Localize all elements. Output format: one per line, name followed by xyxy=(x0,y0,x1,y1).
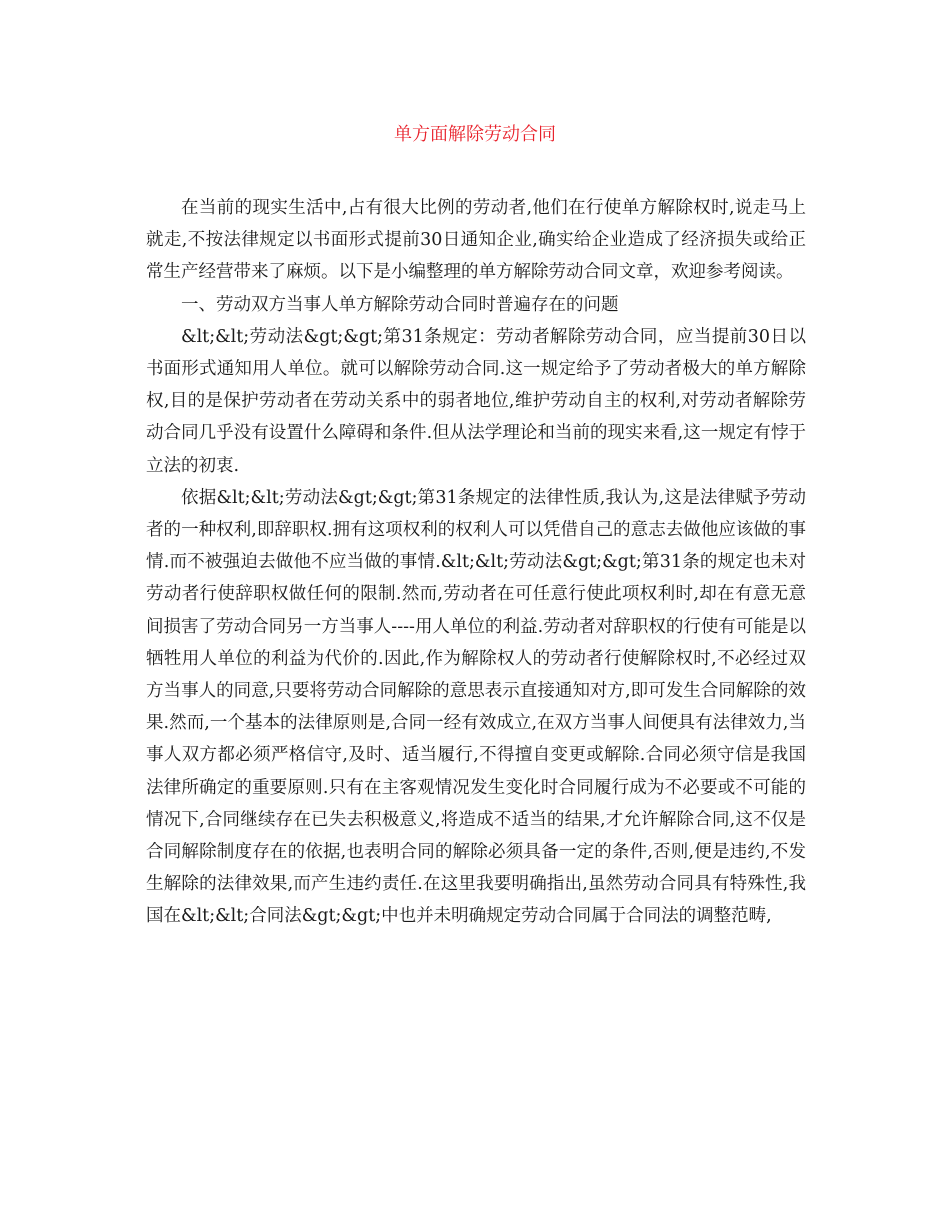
paragraph-article-31: &lt;&lt;劳动法&gt;&gt;第31条规定：劳动者解除劳动合同，应当提前30日以书面形式通知用人单位。就可以解除劳动合同.这一规定给予了劳动者极大的单方解除权,目的是保护劳动者在劳动关系中的弱者地位,维护劳动自主的权利,对劳动者解除劳动合同几乎没有设置什么障碍和条件.但从法学理论和当前的现实来看,这一规定有悖于立法的初衷. xyxy=(146,326,806,476)
section-heading: 一、劳动双方当事人单方解除劳动合同时普遍存在的问题 xyxy=(181,294,619,315)
document-title: 单方面解除劳动合同 xyxy=(394,124,556,145)
paragraph-analysis: 依据&lt;&lt;劳动法&gt;&gt;第31条规定的法律性质,我认为,这是法律赋予劳动者的一种权利,即辞职权.拥有这项权利的权利人可以凭借自己的意志去做他应该做的事情.而不被强迫去做他不应当做的事情.&lt;&lt;劳动法&gt;&gt;第31条的规定也未对劳动者行使辞职权做任何的限制.然而,劳动者在可任意行使此项权利时,却在有意无意间损害了劳动合同另一方当事人----用人单位的利益.劳动者对辞职权的行使有可能是以牺牲用人单位的利益为代价的.因此,作为解除权人的劳动者行使解除权时,不必经过双方当事人的同意,只要将劳动合同解除的意思表示直接通知对方,即可发生合同解除的效果.然而,一个基本的法律原则是,合同一经有效成立,在双方当事人间便具有法律效力,当事人双方都必须严格信守,及时、适当履行,不得擅自变更或解除.合同必须守信是我国法律所确定的重要原则.只有在主客观情况发生变化时合同履行成为不必要或不可能的情况下,合同继续存在已失去积极意义,将造成不适当的结果,才允许解除合同,这不仅是合同解除制度存在的依据,也表明合同的解除必须具备一定的条件,否则,便是违约,不发生解除的法律效果,而产生违约责任.在这里我要明确指出,虽然劳动合同具有特殊性,我国在&lt;&lt;合同法&gt;&gt;中也并未明确规定劳动合同属于合同法的调整范畴, xyxy=(146,487,806,927)
document-body xyxy=(146,192,806,933)
paragraph-intro: 在当前的现实生活中,占有很大比例的劳动者,他们在行使单方解除权时,说走马上就走,不按法律规定以书面形式提前30日通知企业,确实给企业造成了经济损失或给正常生产经营带来了麻烦。以下是小编整理的单方解除劳动合同文章，欢迎参考阅读。 xyxy=(146,198,806,283)
